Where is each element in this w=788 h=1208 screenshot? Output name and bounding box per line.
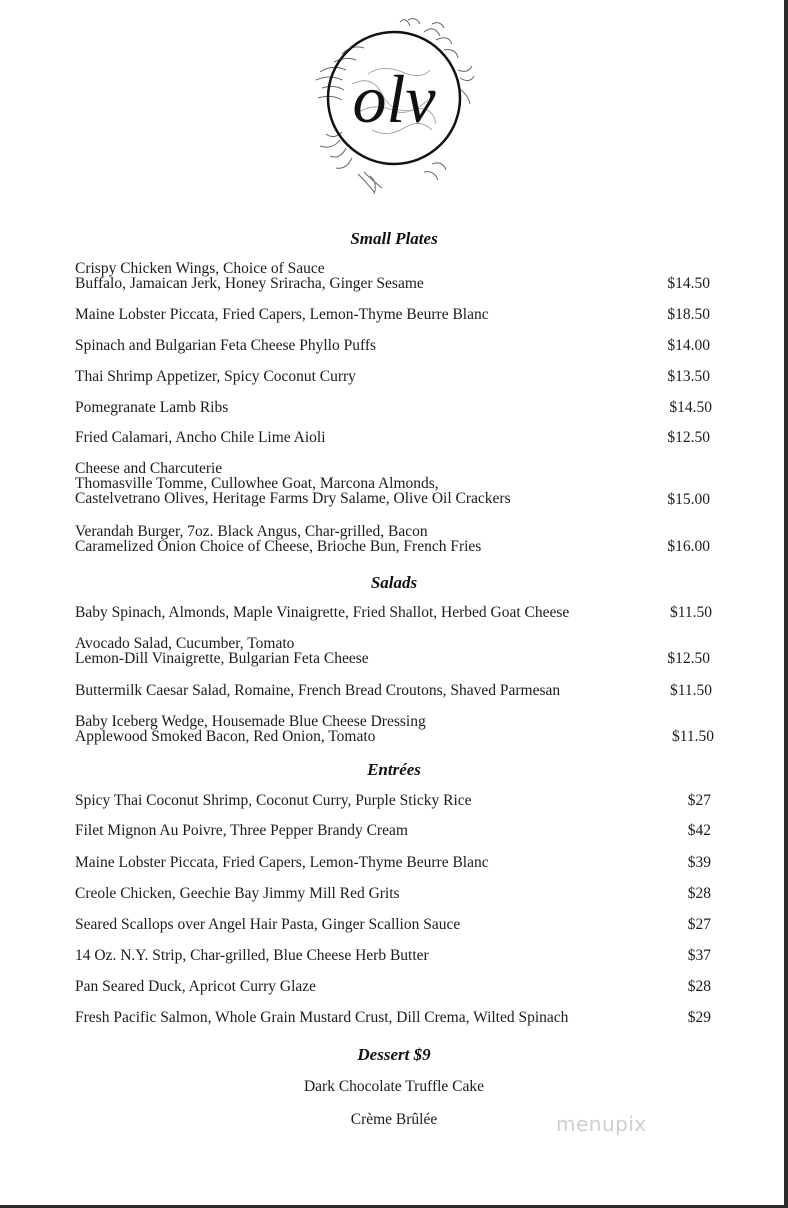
- item-name: Fried Calamari, Ancho Chile Lime Aioli: [75, 429, 326, 446]
- item-price: $14.50: [667, 275, 710, 292]
- item-price: $11.50: [669, 682, 712, 699]
- menu-item: [75, 1010, 715, 1025]
- item-price: $11.50: [669, 604, 712, 621]
- item-name: Spicy Thai Coconut Shrimp, Coconut Curry, Purple Sticky Rice: [75, 792, 472, 809]
- menu-item: [75, 948, 715, 963]
- menu-item: [75, 793, 715, 808]
- section-title-entrees: Entrées: [367, 760, 421, 779]
- item-name: Maine Lobster Piccata, Fried Capers, Lemon-Thyme Beurre Blanc: [75, 306, 489, 323]
- menu-item: [75, 855, 715, 870]
- item-price: $13.50: [667, 368, 710, 385]
- item-name: Buttermilk Caesar Salad, Romaine, French Bread Croutons, Shaved Parmesan: [75, 682, 561, 699]
- item-price: $37: [687, 947, 711, 964]
- item-name: Thai Shrimp Appetizer, Spicy Coconut Curry: [75, 368, 356, 385]
- item-name: Maine Lobster Piccata, Fried Capers, Lemon-Thyme Beurre Blanc: [75, 854, 489, 871]
- item-price: $12.50: [667, 650, 710, 667]
- item-description: Castelvetrano Olives, Heritage Farms Dry Salame, Olive Oil Crackers: [75, 490, 511, 507]
- item-name: Cheese and Charcuterie: [75, 460, 223, 477]
- item-name: Avocado Salad, Cucumber, Tomato: [75, 635, 295, 652]
- item-name: Filet Mignon Au Poivre, Three Pepper Brandy Cream: [75, 822, 408, 839]
- menu-item: [75, 338, 715, 353]
- item-name: Seared Scallops over Angel Hair Pasta, Ginger Scallion Sauce: [75, 916, 461, 933]
- menu-item: [75, 524, 715, 554]
- svg-text:olv: olv: [352, 61, 436, 137]
- item-price: $15.00: [667, 491, 710, 508]
- menu-item: [75, 605, 715, 620]
- item-price: $11.50: [671, 728, 714, 745]
- item-price: $28: [687, 885, 711, 902]
- item-name: Baby Spinach, Almonds, Maple Vinaigrette, Fried Shallot, Herbed Goat Cheese: [75, 604, 570, 621]
- item-price: $12.50: [667, 429, 710, 446]
- menu-item: [75, 430, 715, 445]
- item-name: Baby Iceberg Wedge, Housemade Blue Cheese Dressing: [75, 713, 426, 730]
- item-name: Pomegranate Lamb Ribs: [75, 399, 229, 416]
- item-name: Verandah Burger, 7oz. Black Angus, Char-grilled, Bacon: [75, 523, 428, 540]
- section-title-small-plates: Small Plates: [350, 229, 438, 248]
- menu-item: [75, 886, 715, 901]
- item-name: Creole Chicken, Geechie Bay Jimmy Mill Red Grits: [75, 885, 400, 902]
- dessert-item: Crème Brûlée: [350, 1111, 438, 1128]
- item-description: Caramelized Onion Choice of Cheese, Brioche Bun, French Fries: [75, 538, 482, 555]
- dessert-item: Dark Chocolate Truffle Cake: [303, 1078, 485, 1095]
- item-name: Fresh Pacific Salmon, Whole Grain Mustard Crust, Dill Crema, Wilted Spinach: [75, 1009, 569, 1026]
- item-price: $27: [687, 792, 711, 809]
- menu-item: [75, 714, 715, 744]
- item-description: Applewood Smoked Bacon, Red Onion, Tomato: [75, 728, 376, 745]
- item-name: Crispy Chicken Wings, Choice of Sauce: [75, 260, 325, 277]
- item-description: Buffalo, Jamaican Jerk, Honey Sriracha, Ginger Sesame: [75, 275, 424, 292]
- menu-item: [75, 369, 715, 384]
- menu-item: [75, 917, 715, 932]
- menu-item: [75, 461, 715, 506]
- item-price: $14.50: [669, 399, 712, 416]
- page-border-right: [784, 0, 788, 1208]
- item-description: Lemon-Dill Vinaigrette, Bulgarian Feta Cheese: [75, 650, 369, 667]
- menu-item: [75, 636, 715, 666]
- item-price: $29: [687, 1009, 711, 1026]
- section-title-dessert: Dessert $9: [357, 1045, 431, 1064]
- restaurant-logo: [312, 14, 476, 196]
- section-title-salads: Salads: [370, 573, 418, 592]
- watermark: menupix: [556, 1112, 647, 1136]
- item-price: $18.50: [667, 306, 710, 323]
- item-price: $14.00: [667, 337, 710, 354]
- logo-emblem-icon: [312, 14, 476, 196]
- item-name: 14 Oz. N.Y. Strip, Char-grilled, Blue Cheese Herb Butter: [75, 947, 429, 964]
- menu-item: [75, 400, 715, 415]
- item-price: $27: [687, 916, 711, 933]
- item-name: Pan Seared Duck, Apricot Curry Glaze: [75, 978, 317, 995]
- menu-item: [75, 823, 715, 838]
- menu-item: [75, 307, 715, 322]
- item-name: Spinach and Bulgarian Feta Cheese Phyllo Puffs: [75, 337, 377, 354]
- menu-item: [75, 261, 715, 291]
- menu-item: [75, 683, 715, 698]
- item-price: $42: [687, 822, 711, 839]
- item-description: Thomasville Tomme, Cullowhee Goat, Marcona Almonds,: [75, 475, 439, 492]
- item-price: $39: [687, 854, 711, 871]
- menu-item: [75, 979, 715, 994]
- item-price: $16.00: [667, 538, 710, 555]
- item-price: $28: [687, 978, 711, 995]
